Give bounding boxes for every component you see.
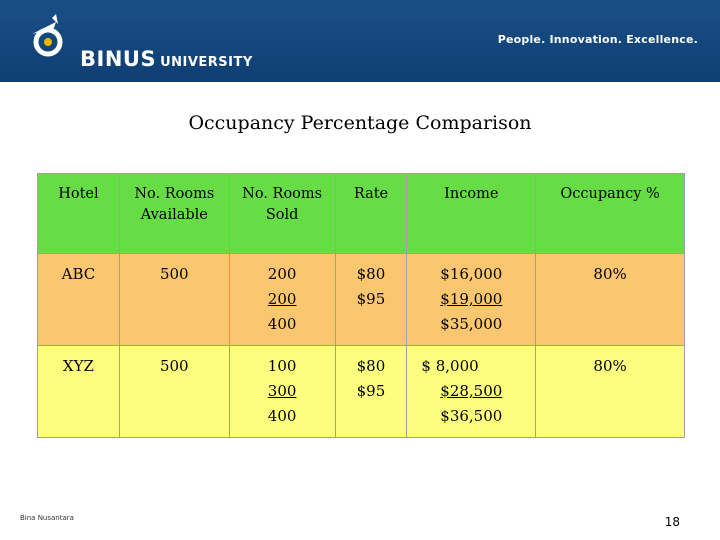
sold-value: 200 — [267, 290, 297, 308]
sold-total: 400 — [267, 407, 297, 425]
header-rooms-sold-line1: No. Rooms — [242, 186, 323, 202]
table-header-row — [38, 174, 685, 254]
header-rate: Rate — [335, 174, 407, 254]
cell-sold — [229, 346, 335, 438]
cell-income — [407, 254, 536, 346]
rate-value: $80 — [356, 357, 386, 375]
sold-total: 400 — [267, 315, 297, 333]
cell-income — [407, 346, 536, 438]
logo-light-text: UNIVERSITY — [160, 55, 253, 70]
binus-logo — [18, 14, 253, 74]
income-value: $ 8,000 — [421, 357, 479, 375]
header-rooms-available-line2: Available — [140, 207, 208, 223]
rate-value: $80 — [356, 265, 386, 283]
header-rooms-sold — [229, 174, 335, 254]
cell-occupancy: 80% — [536, 346, 685, 438]
header-occupancy: Occupancy % — [536, 174, 685, 254]
income-value: $19,000 — [440, 290, 503, 308]
table-row — [38, 254, 685, 346]
cell-occupancy: 80% — [536, 254, 685, 346]
cell-rate — [335, 346, 407, 438]
occupancy-table — [37, 173, 685, 438]
income-value: $28,500 — [440, 382, 503, 400]
rate-value: $95 — [356, 290, 386, 308]
header-banner — [0, 0, 720, 82]
header-income: Income — [407, 174, 536, 254]
income-total: $36,500 — [440, 407, 503, 425]
logo-bold-text: BINUS — [80, 47, 157, 71]
cell-sold — [229, 254, 335, 346]
header-rooms-available-line1: No. Rooms — [134, 186, 215, 202]
cell-available: 500 — [119, 346, 229, 438]
logo-wordmark — [80, 47, 253, 71]
header-rooms-sold-line2: Sold — [265, 207, 299, 223]
sold-value: 300 — [267, 382, 297, 400]
binus-logo-mark-icon — [28, 14, 88, 74]
cell-available: 500 — [119, 254, 229, 346]
page-number: 18 — [664, 515, 680, 529]
tagline: People. Innovation. Excellence. — [497, 33, 698, 46]
sold-value: 100 — [267, 357, 297, 375]
cell-rate — [335, 254, 407, 346]
header-hotel: Hotel — [38, 174, 120, 254]
cell-hotel: ABC — [38, 254, 120, 346]
income-total: $35,000 — [440, 315, 503, 333]
page-title: Occupancy Percentage Comparison — [188, 112, 532, 134]
rate-value: $95 — [356, 382, 386, 400]
header-rooms-available — [119, 174, 229, 254]
sold-value: 200 — [267, 265, 297, 283]
income-value: $16,000 — [440, 265, 503, 283]
footer-organization: Bina Nusantara — [20, 514, 74, 522]
cell-hotel: XYZ — [38, 346, 120, 438]
table-row — [38, 346, 685, 438]
